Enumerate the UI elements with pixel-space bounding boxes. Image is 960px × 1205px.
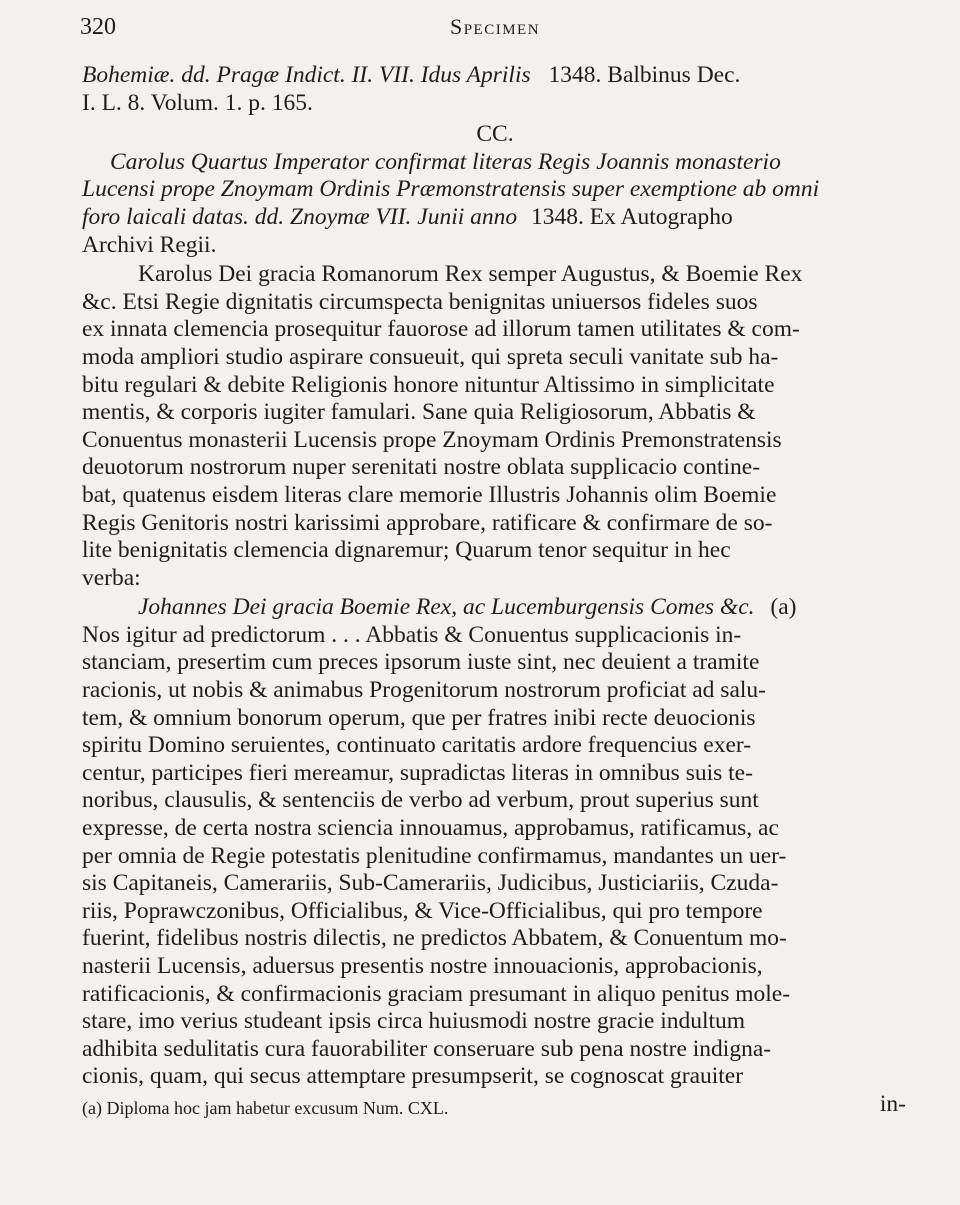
charter-line: verba: bbox=[82, 564, 141, 591]
inserted-charter-line: spiritu Domino seruientes, continuato caritatis ardore frequencius exer- bbox=[82, 732, 752, 759]
catchword: in- bbox=[879, 1090, 906, 1117]
charter-line: moda ampliori studio aspirare consueuit, qui spreta seculi vanitate sub ha- bbox=[82, 343, 779, 370]
inserted-charter-line: centur, participes fieri mereamur, supradictas literas in omnibus suis te- bbox=[82, 759, 753, 786]
section-number: CC. bbox=[476, 121, 514, 148]
inserted-charter-line: stare, imo verius studeant ipsis circa huiusmodi nostre gracie indultum bbox=[82, 1008, 746, 1035]
charter-line: bitu regulari & debite Religionis honore nituntur Altissimo in simplicitate bbox=[82, 371, 775, 398]
charter-line: lite benignitatis clemencia dignaremur; Quarum tenor sequitur in hec bbox=[82, 537, 731, 564]
charter-line: Karolus Dei gracia Romanorum Rex semper Augustus, & Boemie Rex bbox=[138, 261, 803, 288]
inserted-charter-line: stanciam, presertim cum preces ipsorum iuste sint, nec deuient a tramite bbox=[82, 649, 760, 676]
summary-line: Carolus Quartus Imperator confirmat literas Regis Joannis monasterio bbox=[110, 148, 781, 175]
inserted-charter-line: per omnia de Regie potestatis plenitudine confirmamus, mandantes un uer- bbox=[82, 842, 787, 869]
body-text bbox=[82, 62, 908, 1119]
summary-line: Archivi Regii. bbox=[82, 231, 217, 258]
inserted-charter-line: Nos igitur ad predictorum . . . Abbatis & Conuentus supplicacionis in- bbox=[82, 621, 742, 648]
inserted-charter-line: racionis, ut nobis & animabus Progenitorum nostrorum proficiat ad salu- bbox=[82, 677, 766, 704]
inserted-charter bbox=[82, 594, 908, 1118]
inserted-charter-line: cionis, quam, qui secus attemptare presumpserit, se cognoscat grauiter bbox=[82, 1063, 744, 1090]
running-title: Specimen bbox=[449, 14, 541, 39]
inserted-charter-line: adhibita sedulitatis cura fauorabiliter conseruare sub pena nostre indigna- bbox=[82, 1035, 772, 1062]
inserted-charter-line: ratificacionis, & confirmacionis graciam presumant in aliquo penitus mole- bbox=[82, 980, 791, 1007]
source-reference-line: Bohemiæ. dd. Pragæ Indict. II. VII. Idus Aprilis 1348. Balbinus Dec. bbox=[82, 62, 741, 88]
charter-line: ex innata clemencia prosequitur fauorose ad illorum tamen utilitates & com- bbox=[82, 316, 800, 343]
source-reference-line: I. L. 8. Volum. 1. p. 165. bbox=[82, 89, 313, 116]
inserted-charter-line: riis, Poprawczonibus, Officialibus, & Vice-Officialibus, qui pro tempore bbox=[82, 897, 763, 924]
charter-text bbox=[82, 261, 908, 592]
inserted-charter-line: noribus, clausulis, & sentenciis de verbo ad verbum, prout superius sunt bbox=[82, 787, 759, 814]
inserted-charter-line: expresse, de certa nostra sciencia innouamus, approbamus, ratificamus, ac bbox=[82, 815, 779, 842]
charter-line: Regis Genitoris nostri karissimi approbare, ratificare & confirmare de so- bbox=[82, 509, 773, 536]
charter-line: bat, quatenus eisdem literas clare memorie Illustris Johannis olim Boemie bbox=[82, 481, 777, 508]
summary-line: Lucensi prope Znoymam Ordinis Præmonstratensis super exemptione ab omni bbox=[82, 176, 820, 203]
inserted-charter-line: sis Capitaneis, Camerariis, Sub-Camerariis, Judicibus, Justiciariis, Czuda- bbox=[82, 870, 779, 897]
inserted-charter-line: fuerint, fidelibus nostris dilectis, ne predictos Abbatem, & Conuentum mo- bbox=[82, 925, 787, 952]
charter-line: deuotorum nostrorum nuper serenitati nostre oblata supplicacio contine- bbox=[82, 454, 761, 481]
page-number: 320 bbox=[80, 14, 116, 40]
charter-line: &c. Etsi Regie dignitatis circumspecta benignitas uniuersos fideles suos bbox=[82, 288, 758, 315]
charter-line: mentis, & corporis iugiter famulari. Sane quia Religiosorum, Abbatis & bbox=[82, 399, 756, 426]
footnote: (a) Diploma hoc jam habetur excusum Num. CXL. bbox=[82, 1098, 449, 1118]
footnote-mark: (a) bbox=[770, 594, 797, 621]
inserted-charter-line: nasterii Lucensis, aduersus presentis nostre innouacionis, approbacionis, bbox=[82, 953, 763, 979]
running-head bbox=[80, 8, 910, 44]
summary-line: foro laicali datas. dd. Znoymæ VII. Junii anno 1348. Ex Autographo bbox=[82, 203, 733, 230]
charter-line: Conuentus monasterii Lucensis prope Znoymam Ordinis Premonstratensis bbox=[82, 426, 782, 453]
inserted-charter-title: Johannes Dei gracia Boemie Rex, ac Lucemburgensis Comes &c. (a) bbox=[138, 594, 797, 621]
inserted-charter-line: tem, & omnium bonorum operum, que per fratres inibi recte deuocionis bbox=[82, 704, 756, 731]
